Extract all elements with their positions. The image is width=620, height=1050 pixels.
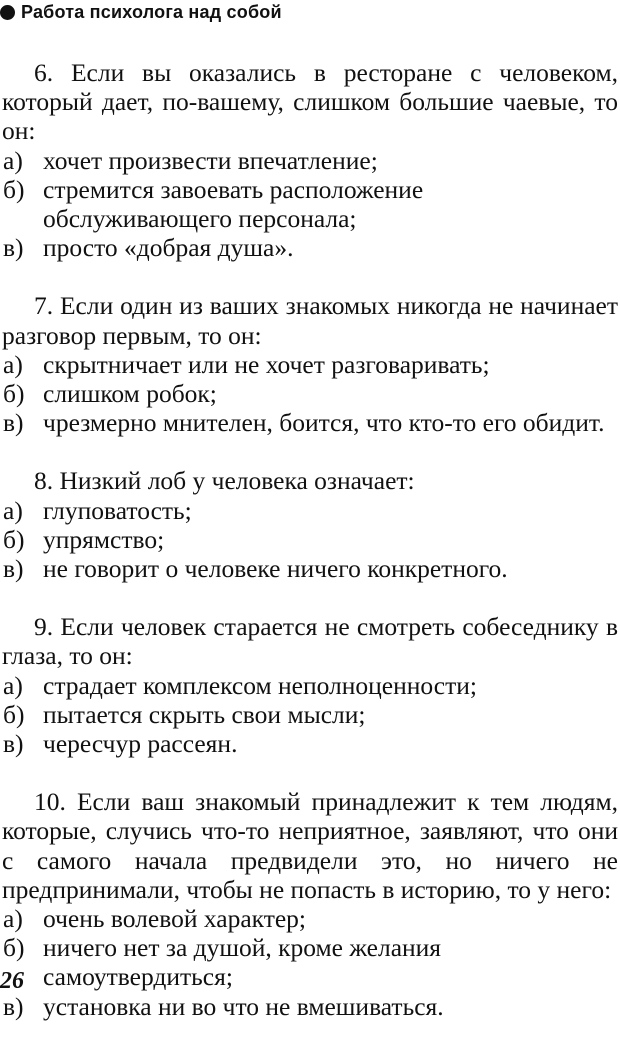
option-text: ничего нет за душой, кроме желания самоутвердиться; bbox=[43, 933, 442, 992]
question-text: 9. Если человек старается не смотреть собеседнику в глаза, то он: bbox=[2, 612, 618, 671]
option-text: страдает комплексом неполноценности; bbox=[43, 670, 477, 700]
answer-option bbox=[2, 408, 618, 437]
option-letter: в) bbox=[3, 554, 24, 584]
option-letter: а) bbox=[3, 670, 23, 700]
option-text: упрямство; bbox=[43, 524, 165, 554]
option-text: стремится завоевать расположение обслуживающего персонала; bbox=[43, 174, 424, 234]
option-text: пытается скрыть свои мысли; bbox=[43, 699, 366, 729]
running-header bbox=[0, 2, 282, 23]
option-letter: в) bbox=[3, 729, 24, 759]
answer-option bbox=[2, 146, 618, 175]
option-letter: в) bbox=[3, 991, 24, 1021]
option-letter: б) bbox=[3, 524, 25, 554]
page-number: 26 bbox=[0, 968, 24, 994]
option-text: очень волевой характер; bbox=[43, 904, 306, 934]
answer-option bbox=[2, 729, 618, 758]
option-text: скрытничает или не хочет разговаривать; bbox=[43, 349, 490, 379]
question-text: 6. Если вы оказались в ресторане с человеком, который дает, по-вашему, слишком большие чаевые, то он: bbox=[2, 58, 618, 146]
answer-option bbox=[2, 700, 618, 729]
answer-option bbox=[2, 933, 618, 991]
option-text: чрезмерно мнителен, боится, что кто-то его обидит. bbox=[43, 408, 605, 438]
question-10 bbox=[2, 787, 618, 1021]
answer-option bbox=[2, 554, 618, 583]
answer-option bbox=[2, 496, 618, 525]
answer-option bbox=[2, 904, 618, 933]
bullet-icon bbox=[0, 5, 15, 20]
option-text: установка ни во что не вмешиваться. bbox=[43, 991, 444, 1021]
question-7 bbox=[2, 291, 618, 437]
option-letter: в) bbox=[3, 233, 24, 263]
option-letter: а) bbox=[3, 145, 23, 175]
question-8 bbox=[2, 466, 618, 583]
answer-option bbox=[2, 992, 618, 1021]
option-text: хочет произвести впечатление; bbox=[43, 145, 378, 175]
question-text: 7. Если один из ваших знакомых никогда не начинает разговор первым, то он: bbox=[2, 291, 618, 350]
option-text: не говорит о человеке ничего конкретного. bbox=[43, 554, 508, 584]
question-text: 10. Если ваш знакомый принадлежит к тем людям, которые, случись что-то неприятное, заявляют, что они с самого начала предвидели это, но ничего не предпринимали, чтобы не попасть в историю, то у него: bbox=[2, 787, 618, 904]
answer-option bbox=[2, 350, 618, 379]
header-title: Работа психолога над собой bbox=[21, 2, 282, 22]
option-letter: в) bbox=[3, 408, 24, 438]
answer-option bbox=[2, 233, 618, 262]
option-text: слишком робок; bbox=[43, 379, 217, 409]
option-letter: б) bbox=[3, 379, 25, 409]
option-letter: а) bbox=[3, 495, 23, 525]
option-text: глуповатость; bbox=[43, 495, 192, 525]
question-6 bbox=[2, 58, 618, 262]
option-letter: б) bbox=[3, 174, 25, 204]
answer-option bbox=[2, 175, 618, 233]
option-letter: б) bbox=[3, 933, 25, 963]
question-text: 8. Низкий лоб у человека означает: bbox=[34, 466, 415, 496]
question-9 bbox=[2, 612, 618, 758]
option-letter: а) bbox=[3, 904, 23, 934]
option-letter: б) bbox=[3, 699, 25, 729]
answer-option bbox=[2, 379, 618, 408]
answer-option bbox=[2, 525, 618, 554]
option-text: просто «добрая душа». bbox=[43, 233, 294, 263]
answer-option bbox=[2, 671, 618, 700]
page-content bbox=[2, 58, 618, 1050]
option-letter: а) bbox=[3, 349, 23, 379]
option-text: чересчур рассеян. bbox=[43, 729, 238, 759]
